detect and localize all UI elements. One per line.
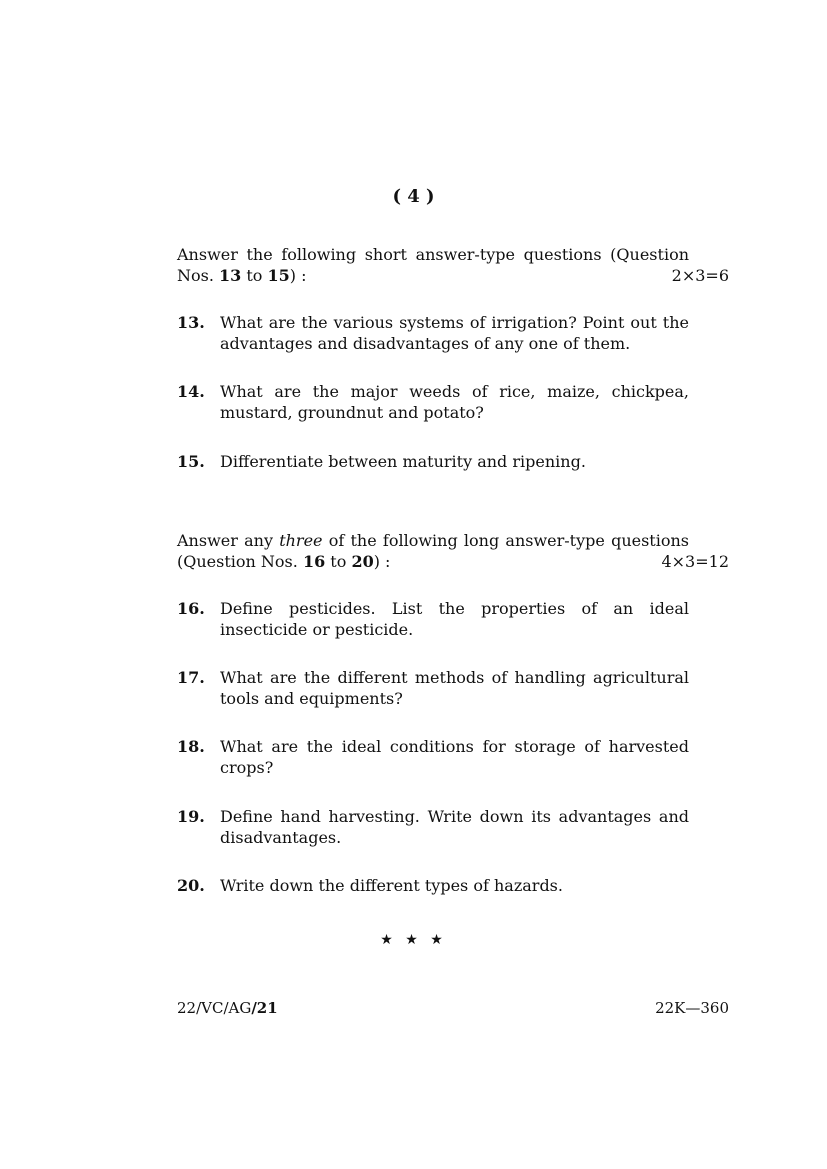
question-19 bbox=[177, 806, 689, 848]
nos-prefix: Nos. bbox=[177, 266, 220, 285]
section-b-instruction bbox=[177, 530, 729, 572]
question-16 bbox=[177, 598, 689, 640]
range-to: 15 bbox=[267, 266, 290, 285]
question-text: What are the various systems of irrigation? Point out the advantages and disadvantages of any one of them. bbox=[220, 313, 689, 353]
end-stars: ★ ★ ★ bbox=[380, 932, 447, 948]
section-b-instruction-line2 bbox=[177, 551, 729, 572]
footer bbox=[177, 999, 729, 1017]
question-number: 18. bbox=[177, 737, 205, 756]
paper-code-prefix: 22/VC/AG bbox=[177, 999, 252, 1017]
section-b-instruction-line1 bbox=[177, 530, 689, 551]
instr-rest: of the following long answer-type questions bbox=[322, 531, 689, 550]
question-13 bbox=[177, 312, 689, 354]
question-number: 14. bbox=[177, 382, 205, 401]
question-17 bbox=[177, 667, 689, 709]
page-number: ( 4 ) bbox=[392, 186, 435, 207]
question-text: What are the ideal conditions for storage of harvested crops? bbox=[220, 737, 689, 777]
question-number: 19. bbox=[177, 807, 205, 826]
question-number: 13. bbox=[177, 313, 205, 332]
question-text: Differentiate between maturity and ripening. bbox=[220, 452, 586, 471]
paper-code-suffix: /21 bbox=[251, 999, 278, 1017]
nos-prefix: (Question Nos. bbox=[177, 552, 303, 571]
question-number: 20. bbox=[177, 876, 205, 895]
range-to-word: to bbox=[241, 266, 268, 285]
question-number: 15. bbox=[177, 452, 205, 471]
question-text: What are the different methods of handling agricultural tools and equipments? bbox=[220, 668, 689, 708]
instr-emphasis: three bbox=[279, 531, 323, 550]
question-text: What are the major weeds of rice, maize, chickpea, mustard, groundnut and potato? bbox=[220, 382, 689, 422]
question-14 bbox=[177, 381, 689, 423]
question-18 bbox=[177, 736, 689, 778]
question-text: Define pesticides. List the properties of an ideal insecticide or pesticide. bbox=[220, 599, 689, 639]
question-range bbox=[177, 551, 390, 572]
question-text: Define hand harvesting. Write down its advantages and disadvantages. bbox=[220, 807, 689, 847]
question-number: 16. bbox=[177, 599, 205, 618]
paper-code bbox=[177, 999, 278, 1017]
section-a-instruction-line1: Answer the following short answer-type questions (Question bbox=[177, 245, 689, 264]
question-15 bbox=[177, 451, 689, 472]
range-suffix: ) : bbox=[289, 266, 307, 285]
question-text: Write down the different types of hazards. bbox=[220, 876, 563, 895]
instr-prefix: Answer any bbox=[177, 531, 280, 550]
range-to-word: to bbox=[325, 552, 352, 571]
section-b-marks: 4×3=12 bbox=[661, 552, 729, 571]
question-number: 17. bbox=[177, 668, 205, 687]
question-20 bbox=[177, 875, 689, 896]
range-from: 13 bbox=[219, 266, 242, 285]
range-to: 20 bbox=[351, 552, 374, 571]
section-a-marks: 2×3=6 bbox=[671, 266, 729, 285]
range-suffix: ) : bbox=[373, 552, 391, 571]
print-code: 22K—360 bbox=[655, 999, 729, 1017]
range-from: 16 bbox=[302, 552, 326, 571]
section-a-instruction bbox=[177, 244, 729, 286]
question-range bbox=[177, 265, 307, 286]
section-a-instruction-line2 bbox=[177, 265, 729, 286]
